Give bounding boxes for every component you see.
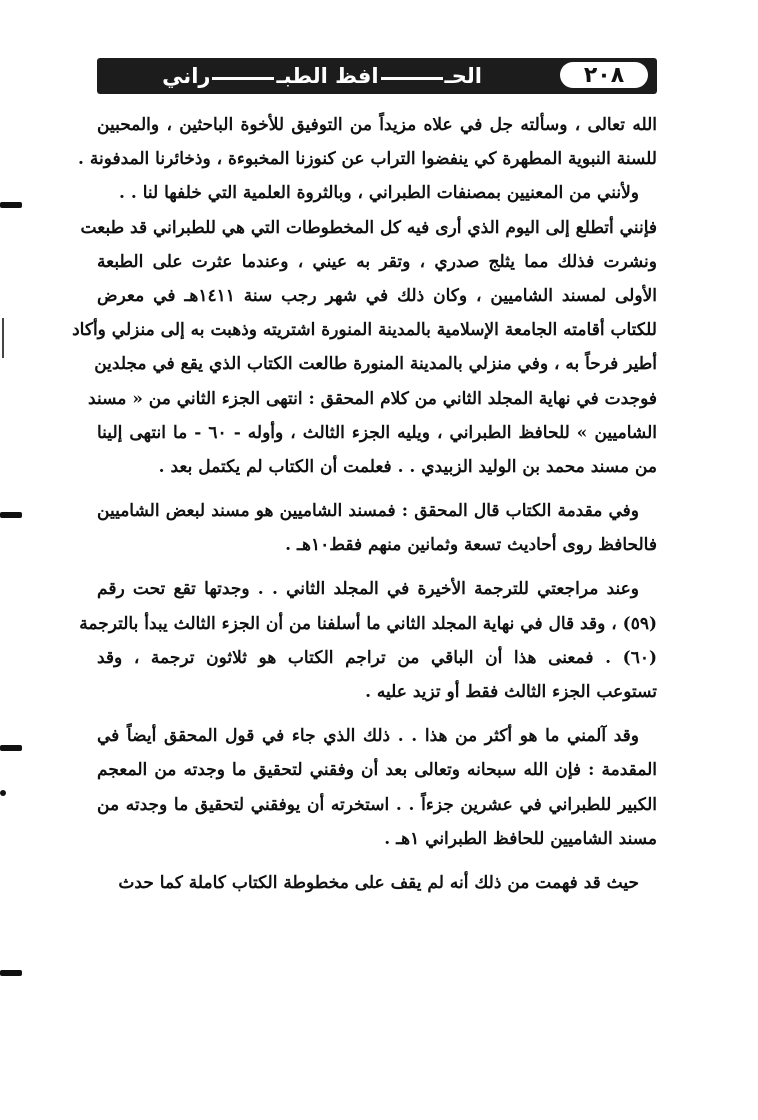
running-title-part: الحـ (444, 64, 482, 88)
running-header (97, 58, 657, 94)
page-body (72, 108, 657, 900)
text-line: الأولى لمسند الشاميين ، وكان ذلك في شهر رجب سنة ١٤١١هـ في معرض (97, 285, 657, 306)
page-number (560, 62, 648, 88)
paragraph (97, 494, 657, 562)
title-kashida (212, 77, 274, 80)
text-line: للسنة النبوية المطهرة كي ينفضوا التراب عن كنوزنا المخبوءة ، وذخائرنا المدفونة . (78, 149, 657, 170)
text-line: (٦٠) . فمعنى هذا أن الباقي من تراجم الكتاب هو ثلاثون ترجمة ، وقد (97, 647, 657, 668)
paragraph (79, 572, 657, 709)
text-line: المقدمة : فإن الله سبحانه وتعالى بعد أن وفقني لتحقيق ما وجدته من المعجم (97, 760, 657, 781)
scan-edge-mark (0, 202, 22, 208)
text-line: الله تعالى ، وسألته جل في علاه مزيداً من التوفيق للأخوة الباحثين ، والمحبين (97, 115, 657, 135)
paragraph (97, 719, 657, 856)
text-line: فوجدت في نهاية المجلد الثاني من كلام المحقق : انتهى الجزء الثاني من « مسند (88, 388, 657, 409)
text-line: للكتاب أقامته الجامعة الإسلامية بالمدينة المنورة اشتريته وذهبت به إلى منزلي وأكاد (72, 320, 657, 341)
paragraph-gap (97, 709, 657, 719)
text-line: وفي مقدمة الكتاب قال المحقق : فمسند الشاميين هو مسند لبعض الشاميين (97, 501, 639, 522)
text-line: وقد آلمني ما هو أكثر من هذا . . ذلك الذي جاء في قول المحقق أيضاً في (97, 726, 639, 747)
paragraph (97, 866, 657, 900)
text-line: فالحافظ روى أحاديث تسعة وثمانين منهم فقط١٠هـ . (285, 535, 657, 556)
scan-edge-dot (0, 790, 6, 796)
text-line: فإنني أتطلع إلى اليوم الذي أرى فيه كل المخطوطات التي هي للطبراني قد طبعت (80, 217, 657, 238)
scan-edge-line (2, 318, 4, 358)
paragraph-gap (97, 856, 657, 866)
scan-edge-mark (0, 970, 22, 976)
text-line: وعند مراجعتي للترجمة الأخيرة في المجلد الثاني . . وجدتها تقع تحت رقم (97, 579, 639, 600)
text-line: تستوعب الجزء الثالث فقط أو تزيد عليه . (365, 682, 657, 702)
text-line: (٥٩) ، وقد قال في نهاية المجلد الثاني ما أسلفنا من أن الجزء الثالث يبدأ بالترجمة (79, 613, 657, 634)
paragraph (72, 176, 657, 484)
text-line: أطير فرحاً به ، وفي منزلي بالمدينة المنورة طالعت الكتاب الذي يقع في مجلدين (94, 354, 657, 375)
paragraph-gap (97, 562, 657, 572)
text-line: الشاميين » للحافظ الطبراني ، ويليه الجزء الثالث ، وأوله - ٦٠ - ما انتهى إلينا (97, 422, 657, 443)
running-title-part: افظ الطبـ (276, 64, 379, 88)
paragraph-gap (97, 484, 657, 494)
text-line: من مسند محمد بن الوليد الزبيدي . . فعلمت أن الكتاب لم يكتمل بعد . (158, 456, 657, 477)
scan-edge-mark (0, 512, 22, 518)
text-line: مسند الشاميين للحافظ الطبراني ١هـ . (384, 828, 657, 849)
page-number-text: ٢٠٨ (583, 62, 625, 88)
paragraph (78, 108, 657, 176)
text-line: حيث قد فهمت من ذلك أنه لم يقف على مخطوطة الكتاب كاملة كما حدث (118, 872, 639, 893)
running-title-part: راني (162, 64, 211, 88)
title-kashida (381, 77, 443, 80)
text-line: ولأنني من المعنيين بمصنفات الطبراني ، وبالثروة العلمية التي خلفها لنا . . (119, 183, 639, 204)
running-title (97, 58, 547, 94)
scan-edge-mark (0, 745, 22, 751)
text-line: الكبير للطبراني في عشرين جزءاً . . استخرته أن يوفقني لتحقيق ما وجدته من (97, 794, 657, 815)
text-line: ونشرت فذلك مما يثلج صدري ، وتقر به عيني ، وعندما عثرت على الطبعة (97, 251, 657, 272)
